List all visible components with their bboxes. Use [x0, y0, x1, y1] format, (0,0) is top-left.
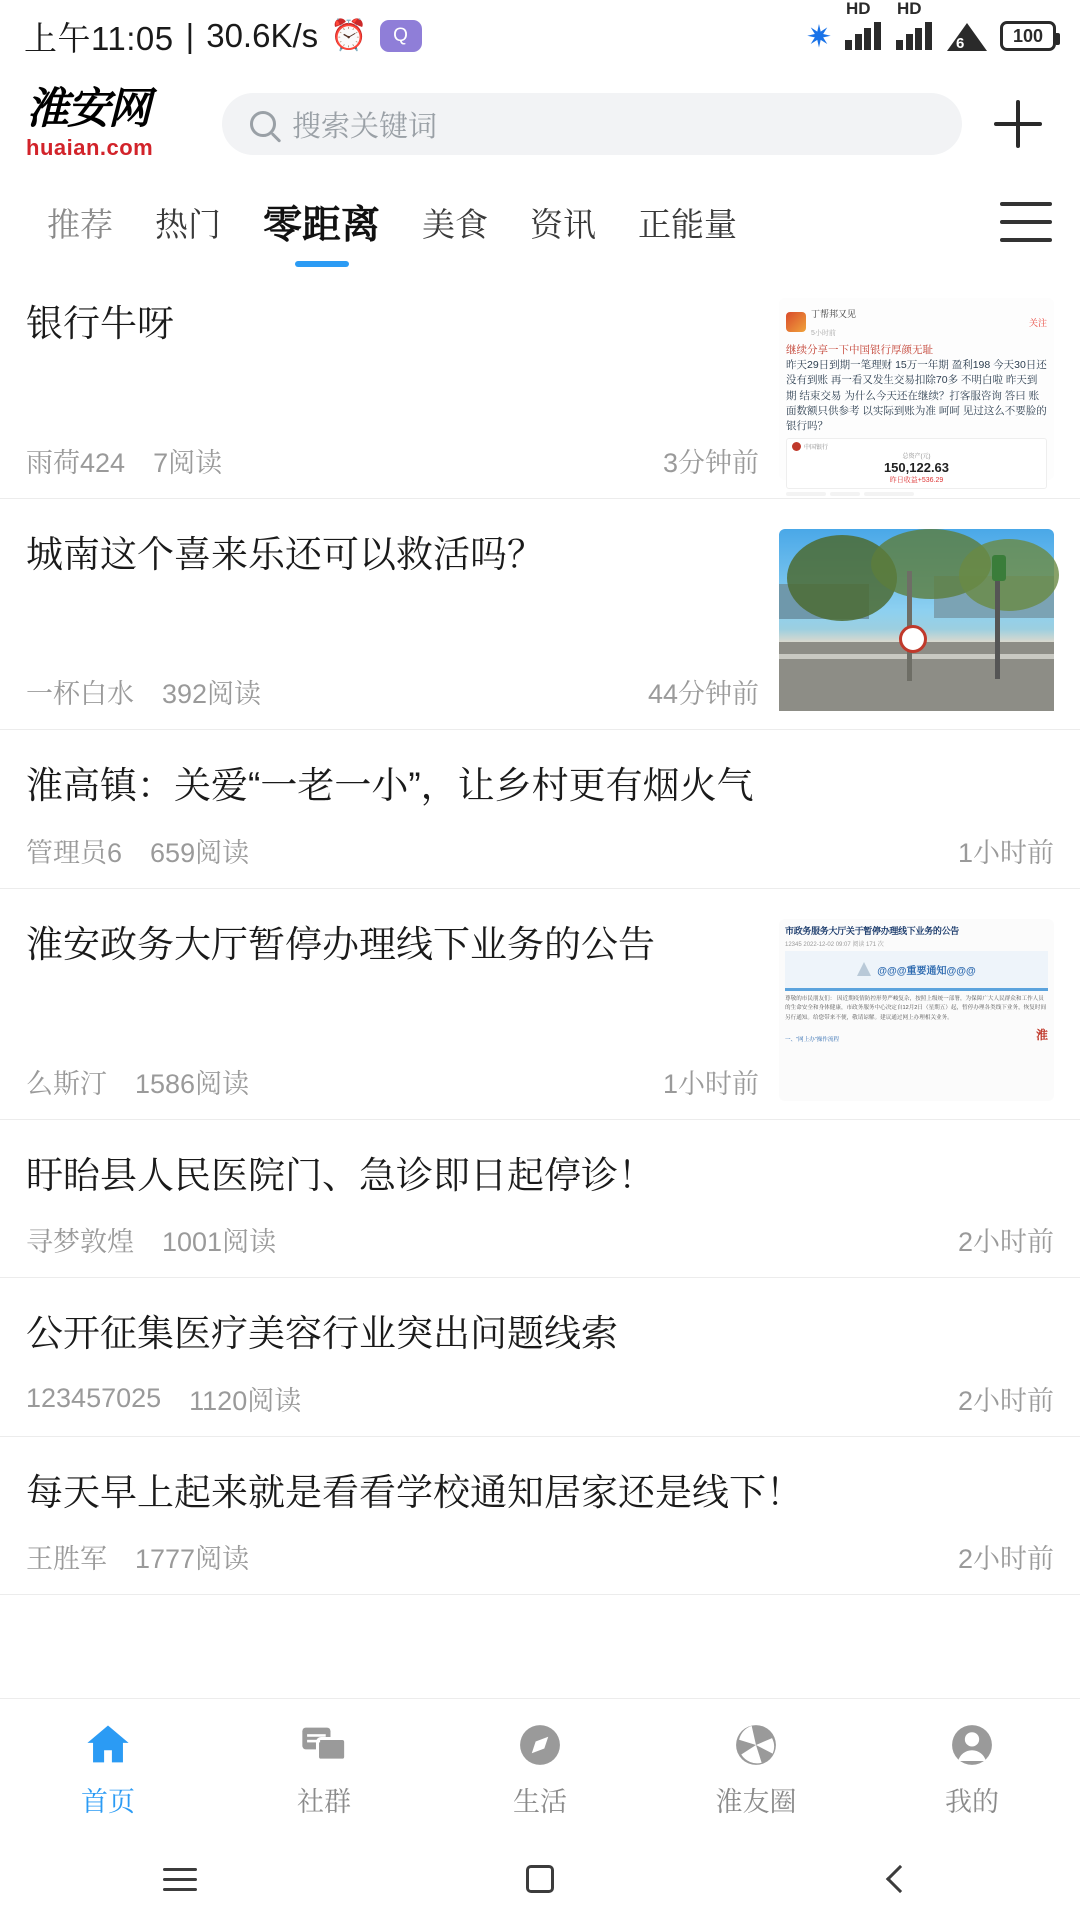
- tab-label: 零距离: [263, 204, 381, 247]
- battery-icon: [1000, 21, 1056, 51]
- article-author: 么斯汀: [26, 1068, 107, 1099]
- signal-sim1-icon: [845, 0, 883, 50]
- thumb-card-amount: 150,122.63: [883, 460, 950, 476]
- bank-logo-icon: [792, 442, 801, 451]
- nav-item-mine[interactable]: [864, 1719, 1080, 1819]
- article-reads: 1120阅读: [189, 1385, 302, 1416]
- article-author: 一杯白水: [26, 679, 134, 709]
- thumb-post-footer: [786, 492, 1047, 496]
- search-placeholder: 搜索关键词: [292, 110, 438, 143]
- traffic-light-icon: [992, 555, 1006, 581]
- article-thumbnail[interactable]: [779, 919, 1054, 1101]
- home-square-icon: [526, 1865, 554, 1893]
- article-reads: 1586阅读: [135, 1068, 250, 1099]
- road-sign-icon: [899, 625, 927, 653]
- tab-lingjuli[interactable]: [242, 194, 401, 250]
- status-time: 上午11:05: [24, 19, 174, 57]
- article-time: 1小时前: [957, 837, 1054, 868]
- status-bar-left: [24, 13, 422, 60]
- logo-domain-text: huaian.com: [26, 134, 154, 160]
- thumb-doc-meta: 12345 2022-12-02 09:07 阅读 171 次: [785, 941, 884, 948]
- thumb-post-headline: 继续分享一下中国银行厚颜无耻: [786, 344, 933, 356]
- article-title: 公开征集医疗美容行业突出问题线索: [26, 1313, 618, 1355]
- battery-level: 100: [1012, 25, 1044, 46]
- status-bar: [0, 0, 1080, 72]
- tab-label: 正能量: [638, 205, 738, 243]
- search-icon: [250, 111, 276, 137]
- tab-label: 推荐: [47, 205, 113, 243]
- compass-icon: [514, 1719, 566, 1771]
- article-title: 银行牛呀: [26, 303, 174, 344]
- thumb-card-label: 中国银行: [804, 445, 829, 452]
- article-title: 淮安政务大厅暂停办理线下业务的公告: [26, 923, 655, 965]
- status-bar-right: [806, 0, 1056, 54]
- thumb-follow-label: 关注: [1028, 317, 1047, 328]
- system-recents-button[interactable]: [0, 1868, 360, 1891]
- thumb-doc-body: 尊敬的市民朋友们： 因近期疫情防控形势严峻复杂，按照上级统一部署，为保障广大人民群众和工作人员的生命安全和身体健康，市政务服务中心决定自12月2日（星期五）起，暂停办理各类线下业务，恢复时间另行通知。给您带来不便，敬请谅解。建议通过网上办理相关业务。: [785, 995, 1047, 1021]
- system-home-button[interactable]: [360, 1865, 720, 1893]
- tab-remen[interactable]: [134, 199, 242, 246]
- article-feed[interactable]: [0, 268, 1080, 1698]
- nav-label: 社群: [297, 1786, 351, 1817]
- recents-icon: [163, 1868, 197, 1891]
- up-arrow-icon: [857, 962, 871, 976]
- nav-label: 生活: [513, 1786, 567, 1817]
- article-reads: 659阅读: [150, 837, 250, 868]
- thumb-doc-banner: [785, 951, 1048, 991]
- article-meta: [26, 650, 759, 729]
- nav-item-home[interactable]: [0, 1719, 216, 1819]
- list-item[interactable]: [0, 730, 1080, 889]
- tab-zhengnengliang[interactable]: [617, 199, 758, 246]
- add-post-button[interactable]: [982, 88, 1054, 160]
- thumb-doc-banner-text: @@@重要通知@@@: [877, 965, 976, 977]
- tab-active-indicator: [295, 261, 349, 267]
- tab-zixun[interactable]: [509, 199, 617, 246]
- tree-shape: [959, 539, 1059, 611]
- nav-item-huaiyouquan[interactable]: [648, 1719, 864, 1819]
- article-title: 城南这个喜来乐还可以救活吗？: [26, 534, 544, 575]
- status-separator: |: [185, 17, 195, 54]
- signal-sim2-icon: [896, 0, 934, 50]
- article-meta: [26, 1361, 1054, 1436]
- article-author: 123457025: [26, 1382, 162, 1413]
- article-title: 每天早上起来就是看看学校通知居家还是线下！: [26, 1471, 803, 1513]
- site-logo[interactable]: [26, 83, 202, 161]
- network-speed: 30.6K/s: [206, 17, 319, 54]
- list-item[interactable]: [0, 1278, 1080, 1437]
- thumb-doc-footer-text: 一、“网上办”操作流程: [785, 1037, 840, 1044]
- thumb-post-subtitle: 5小时前: [811, 330, 836, 337]
- thumb-doc-title: 市政务服务大厅关于暂停办理线下业务的公告: [785, 925, 960, 936]
- article-reads: 7阅读: [153, 448, 223, 478]
- article-reads: 1777阅读: [135, 1544, 250, 1575]
- article-time: 2小时前: [957, 1385, 1054, 1416]
- article-reads: 1001阅读: [162, 1227, 277, 1258]
- bottom-navigation: [0, 1698, 1080, 1838]
- article-reads: 392阅读: [162, 679, 262, 709]
- article-meta: [26, 813, 1054, 888]
- article-meta: [26, 419, 759, 498]
- hd-label-sim1: HD: [846, 0, 871, 18]
- watermark-logo-icon: 淮: [1035, 1028, 1048, 1043]
- app-badge-label: Q: [393, 25, 408, 46]
- thumb-post-body: 昨天29日到期一笔理财 15万一年期 盈利198 今天30日还没有到账 再一看又发生交易扣除70多 不明白啦 昨天到期 结束交易 为什么今天还在继续？打客服咨询 答曰 账面数额只供参考 以实际到账为准 呵呵 见过这么不要脸的银行吗？: [786, 359, 1047, 433]
- list-item[interactable]: [0, 268, 1080, 499]
- tab-label: 热门: [155, 205, 221, 243]
- search-input[interactable]: [222, 93, 962, 155]
- tab-label: 美食: [422, 205, 489, 243]
- thumb-post-header: [786, 304, 1047, 340]
- list-item[interactable]: [0, 499, 1080, 730]
- nav-label: 淮友圈: [715, 1786, 797, 1817]
- system-back-button[interactable]: [720, 1869, 1080, 1889]
- thumb-balance-card: [786, 438, 1047, 489]
- app-header: [0, 72, 1080, 176]
- article-author: 王胜军: [26, 1544, 107, 1575]
- wifi-icon: [947, 21, 987, 51]
- article-time: 2小时前: [957, 1227, 1054, 1258]
- alarm-icon: ⏰: [330, 19, 368, 52]
- tab-label: 资讯: [530, 205, 597, 243]
- home-icon: [82, 1719, 134, 1771]
- camera-aperture-icon: [730, 1719, 782, 1771]
- list-item[interactable]: [0, 889, 1080, 1120]
- wifi-generation-label: 6: [956, 35, 965, 52]
- article-title: 盱眙县人民医院门、急诊即日起停诊！: [26, 1154, 655, 1196]
- tab-tuijian[interactable]: [26, 199, 134, 246]
- nav-label: 我的: [945, 1786, 999, 1817]
- article-meta: [26, 1040, 759, 1119]
- app-badge-icon: [380, 20, 422, 52]
- article-time: 1小时前: [662, 1068, 759, 1099]
- bluetooth-icon: ✷: [806, 18, 832, 54]
- list-item[interactable]: [0, 1437, 1080, 1596]
- article-author: 管理员6: [26, 837, 123, 868]
- avatar: [786, 312, 806, 332]
- back-chevron-icon: [886, 1865, 914, 1893]
- thumb-post-user: 丁帮邦又见: [811, 309, 857, 319]
- article-thumbnail[interactable]: [779, 298, 1054, 485]
- logo-chinese-text: 淮安网: [26, 83, 149, 134]
- article-time: 44分钟前: [647, 679, 759, 709]
- article-title: 淮高镇：关爱“一老一小”，让乡村更有烟火气: [26, 765, 754, 806]
- nav-label: 首页: [81, 1786, 135, 1817]
- article-author: 寻梦敦煌: [26, 1227, 134, 1258]
- nav-item-community[interactable]: [216, 1719, 432, 1819]
- thumb-card-gain: 昨日收益+536.29: [889, 477, 944, 485]
- android-system-bar: [0, 1838, 1080, 1920]
- article-thumbnail[interactable]: [779, 529, 1054, 711]
- hd-label-sim2: HD: [897, 0, 922, 18]
- thumb-doc-footer: [785, 1026, 1048, 1043]
- menu-icon[interactable]: [1000, 202, 1056, 242]
- article-author: 雨荷424: [26, 448, 126, 478]
- article-time: 2小时前: [957, 1544, 1054, 1575]
- chat-group-icon: [298, 1719, 350, 1771]
- article-meta: [26, 1519, 1054, 1594]
- list-item[interactable]: [0, 1120, 1080, 1279]
- person-icon: [946, 1719, 998, 1771]
- category-tabs: [0, 176, 1080, 268]
- nav-item-life[interactable]: [432, 1719, 648, 1819]
- thumb-card-sub: 总资产(元): [902, 454, 931, 461]
- tab-meishi[interactable]: [401, 199, 509, 246]
- article-time: 3分钟前: [662, 448, 759, 478]
- article-meta: [26, 1202, 1054, 1277]
